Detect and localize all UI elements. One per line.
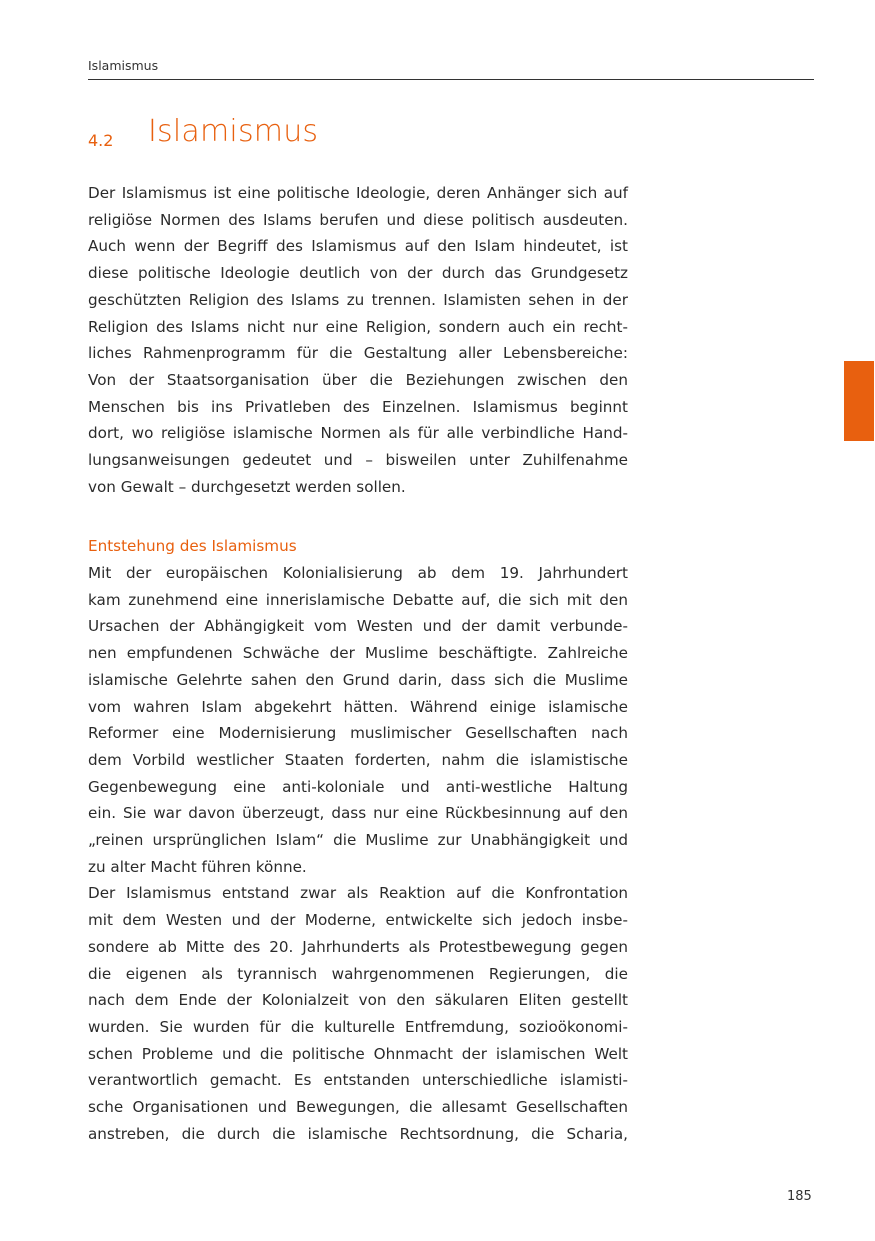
text-line: zu alter Macht führen könne.	[88, 857, 307, 876]
text-line: Reformer eine Modernisierung muslimischer Gesellschaften nach	[88, 724, 628, 743]
text-line: Auch wenn der Begriff des Islamismus auf den Islam hindeutet, ist	[88, 237, 628, 256]
section-number: 4.2	[88, 131, 114, 150]
text-line: liches Rahmenprogramm für die Gestaltung aller Lebensbereiche:	[88, 344, 628, 363]
text-line: islamische Gelehrte sahen den Grund darin, dass sich die Muslime	[88, 670, 628, 689]
running-header: Islamismus	[88, 58, 159, 73]
text-line: die eigenen als tyrannisch wahrgenommenen Regierungen, die	[88, 964, 628, 983]
paragraph-origin	[88, 560, 628, 1147]
text-line: dort, wo religiöse islamische Normen als für alle verbindliche Hand-	[88, 424, 628, 443]
text-line: „reinen ursprünglichen Islam“ die Muslime zur Unabhängigkeit und	[88, 831, 628, 850]
text-line: sche Organisationen und Bewegungen, die allesamt Gesellschaften	[88, 1098, 628, 1117]
paragraph-intro	[88, 180, 628, 500]
header-rule	[88, 79, 814, 80]
text-line: religiöse Normen des Islams berufen und diese politisch ausdeuten.	[88, 210, 628, 229]
text-line: Gegenbewegung eine anti-koloniale und anti-westliche Haltung	[88, 777, 628, 796]
text-line: sondere ab Mitte des 20. Jahrhunderts als Protestbewegung gegen	[88, 937, 628, 956]
text-line: dem Vorbild westlicher Staaten forderten, nahm die islamistische	[88, 750, 628, 769]
text-line: von Gewalt – durchgesetzt werden sollen.	[88, 477, 406, 496]
text-line: mit dem Westen und der Moderne, entwickelte sich jedoch insbe-	[88, 911, 628, 930]
text-line: nach dem Ende der Kolonialzeit von den säkularen Eliten gestellt	[88, 991, 628, 1010]
text-line: Von der Staatsorganisation über die Beziehungen zwischen den	[88, 370, 628, 389]
text-line: diese politische Ideologie deutlich von der durch das Grundgesetz	[88, 264, 628, 283]
text-line: geschützten Religion des Islams zu trennen. Islamisten sehen in der	[88, 290, 628, 309]
text-line: anstreben, die durch die islamische Rechtsordnung, die Scharia,	[88, 1124, 628, 1143]
text-line: Der Islamismus entstand zwar als Reaktion auf die Konfrontation	[88, 884, 628, 903]
chapter-tab-marker	[844, 361, 874, 441]
text-line: vom wahren Islam abgekehrt hätten. Während einige islamische	[88, 697, 628, 716]
text-line: ein. Sie war davon überzeugt, dass nur eine Rückbesinnung auf den	[88, 804, 628, 823]
text-line: kam zunehmend eine innerislamische Debatte auf, die sich mit den	[88, 590, 628, 609]
text-line: Der Islamismus ist eine politische Ideologie, deren Anhänger sich auf	[88, 184, 628, 202]
text-line: lungsanweisungen gedeutet und – bisweilen unter Zuhilfenahme	[88, 451, 628, 470]
text-line: Ursachen der Abhängigkeit vom Westen und der damit verbunde-	[88, 617, 628, 636]
subheading-origin: Entstehung des Islamismus	[88, 537, 297, 555]
text-line: wurden. Sie wurden für die kulturelle Entfremdung, sozioökonomi-	[88, 1017, 628, 1036]
text-line: Religion des Islams nicht nur eine Religion, sondern auch ein recht-	[88, 317, 628, 336]
text-line: nen empfundenen Schwäche der Muslime beschäftigte. Zahlreiche	[88, 644, 628, 663]
page-number: 185	[787, 1189, 812, 1204]
text-line: verantwortlich gemacht. Es entstanden unterschiedliche islamisti-	[88, 1071, 628, 1090]
text-line: Mit der europäischen Kolonialisierung ab dem 19. Jahrhundert	[88, 564, 628, 582]
text-line: Menschen bis ins Privatleben des Einzelnen. Islamismus beginnt	[88, 397, 628, 416]
section-title: Islamismus	[148, 114, 319, 149]
text-line: schen Probleme und die politische Ohnmacht der islamischen Welt	[88, 1044, 628, 1063]
